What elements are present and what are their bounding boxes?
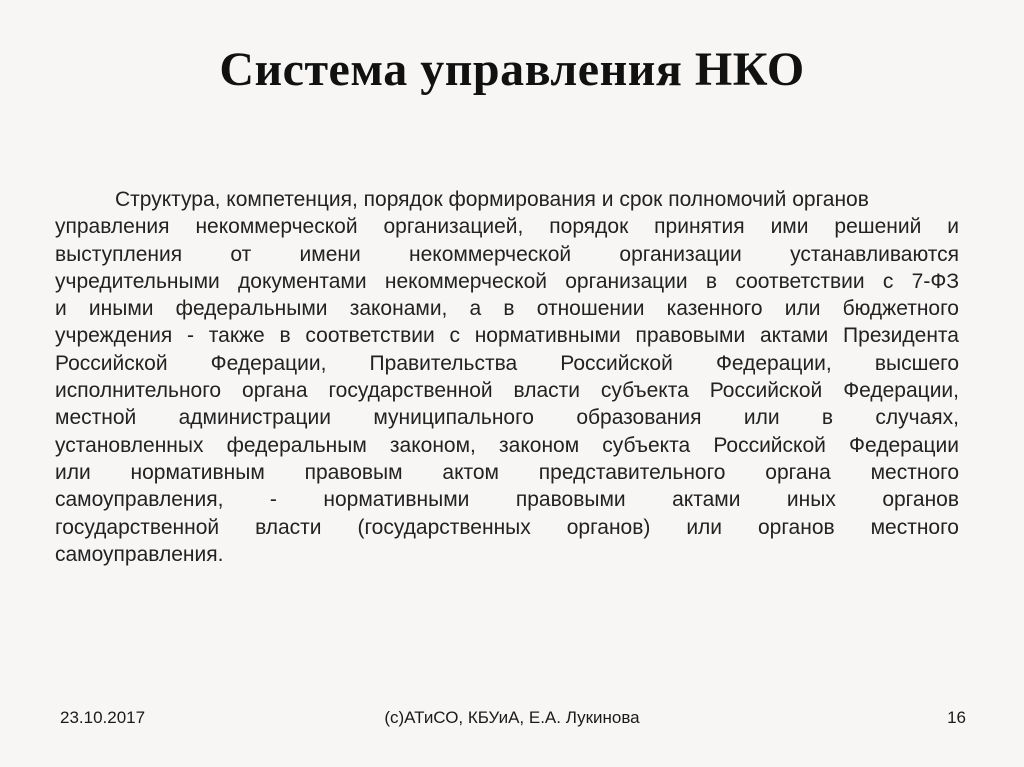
slide-body-paragraph <box>55 186 959 568</box>
footer-date: 23.10.2017 <box>60 708 146 727</box>
body-line: государственной власти (государственных органов) или органов местного <box>55 515 959 539</box>
body-line: исполнительного органа государственной власти субъекта Российской Федерации, <box>55 379 959 403</box>
body-line: местной администрации муниципального образования или в случаях, <box>55 406 959 430</box>
body-line: Структура, компетенция, порядок формирования и срок полномочий органов <box>115 188 869 211</box>
body-line: учредительными документами некоммерческой организации в соответствии с 7-ФЗ <box>55 269 959 293</box>
body-line: самоуправления, - нормативными правовыми актами иных органов <box>55 488 959 512</box>
body-line: Российской Федерации, Правительства Российской Федерации, высшего <box>55 351 959 375</box>
body-line: самоуправления. <box>55 542 224 566</box>
slide-title: Система управления НКО <box>219 43 805 96</box>
body-line: выступления от имени некоммерческой организации устанавливаются <box>55 242 959 266</box>
body-line: учреждения - также в соответствии с нормативными правовыми актами Президента <box>55 324 959 348</box>
body-line: установленных федеральным законом, законом субъекта Российской Федерации <box>55 433 959 457</box>
body-line: управления некоммерческой организацией, порядок принятия ими решений и <box>55 215 959 239</box>
footer-page-number: 16 <box>947 708 966 727</box>
body-line: или нормативным правовым актом представительного органа местного <box>55 460 959 484</box>
footer-author: (c)АТиСО, КБУиА, Е.А. Лукинова <box>384 708 640 727</box>
body-line: и иными федеральными законами, а в отношении казенного или бюджетного <box>55 297 959 321</box>
